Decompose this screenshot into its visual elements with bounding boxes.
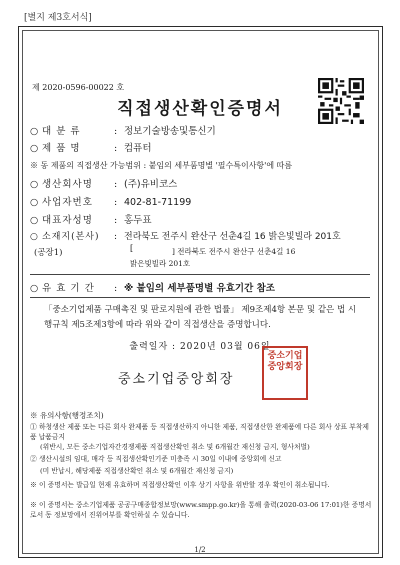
official-seal (262, 346, 308, 400)
form-label: [별지 제3호서식] (24, 13, 92, 23)
page-number: 1/2 (194, 546, 206, 554)
field-product-name: ○ 제 품 명 : 컴퓨터 (30, 143, 152, 154)
note-item: (미 반납시, 해당제품 직접생산확인 취소 및 6개월간 재신청 금지) (40, 467, 234, 475)
field-representative: ○ 대표자성명 : 홍두표 (30, 215, 152, 226)
notes-title: ※ 유의사항(행정조치) (30, 411, 104, 420)
certification-statement: 「중소기업제품 구매촉진 및 판로지원에 관한 법률」 제9조제4항 본문 및 같은 법 시행규칙 제5조제3항에 따라 위와 같이 직접생산을 증명합니다. (44, 305, 357, 330)
divider (30, 297, 370, 298)
field-company-name: ○ 생산회사명 : (주)유비코스 (30, 179, 178, 190)
field-business-number: ○ 사업자번호 : 402-81-71199 (30, 197, 192, 208)
issue-date: 출력일자 : 2020년 03월 06일 (129, 342, 271, 352)
factory-label: (공장1) (34, 248, 63, 258)
note-item: (위반시, 모든 중소기업자간경쟁제품 직접생산확인 취소 및 6개월간 재신청 금지, 형사처벌) (40, 443, 310, 451)
note-item: ① 하청생산 제품 또는 다른 회사 완제품 등 직접생산하지 아니한 제품, 직접생산한 완제품에 다른 회사 상표 부착제품 납품금지 (30, 423, 369, 441)
factory-bracket: [ (130, 244, 134, 253)
issuer-name: 중소기업중앙회장 (118, 372, 235, 387)
divider (30, 274, 370, 275)
note-item: ※ 이 증명서는 발급일 현재 유효하며 직접생산확인 이후 상기 사항을 위반할 경우 확인이 취소됩니다. (30, 481, 330, 489)
factory-address-line2: 밝은빛빌라 201호 (130, 259, 191, 268)
field-category: ○ 대 분 류 : 정보기술방송및통신기 (30, 126, 216, 137)
production-scope-note: ※ 동 제품의 직접생산 가능범위 : 붙임의 세부품명별 '필수특이사항'에 따름 (30, 161, 293, 170)
document-number: 제 2020-0596-00022 호 (32, 83, 125, 92)
field-hq-address: ○ 소재지(본사) : 전라북도 전주시 완산구 선춘4길 16 밝은빛빌라 201호 (30, 232, 341, 242)
note-item: ② 생산시설의 임대, 매각 등 직접생산확인기준 미충족 시 30일 이내에 중앙회에 신고 (30, 455, 282, 463)
factory-address-line1: ] 전라북도 전주시 완산구 선춘4길 16 (172, 247, 296, 256)
seal-text: 중소기업중앙회장 (267, 351, 303, 372)
field-validity: ○ 유 효 기 간 : ※ 붙임의 세부품명별 유효기간 참조 (30, 283, 275, 294)
document-title: 직접생산확인증명서 (117, 99, 283, 119)
note-item: ※ 이 증명서는 중소기업제품 공공구매종합정보망(www.smpp.go.kr)을 통해 출력(2020-03-06 17:01)한 증명서로서 동 정보망에서 진위여부를 확인하실 수 있습니다. (30, 501, 372, 519)
